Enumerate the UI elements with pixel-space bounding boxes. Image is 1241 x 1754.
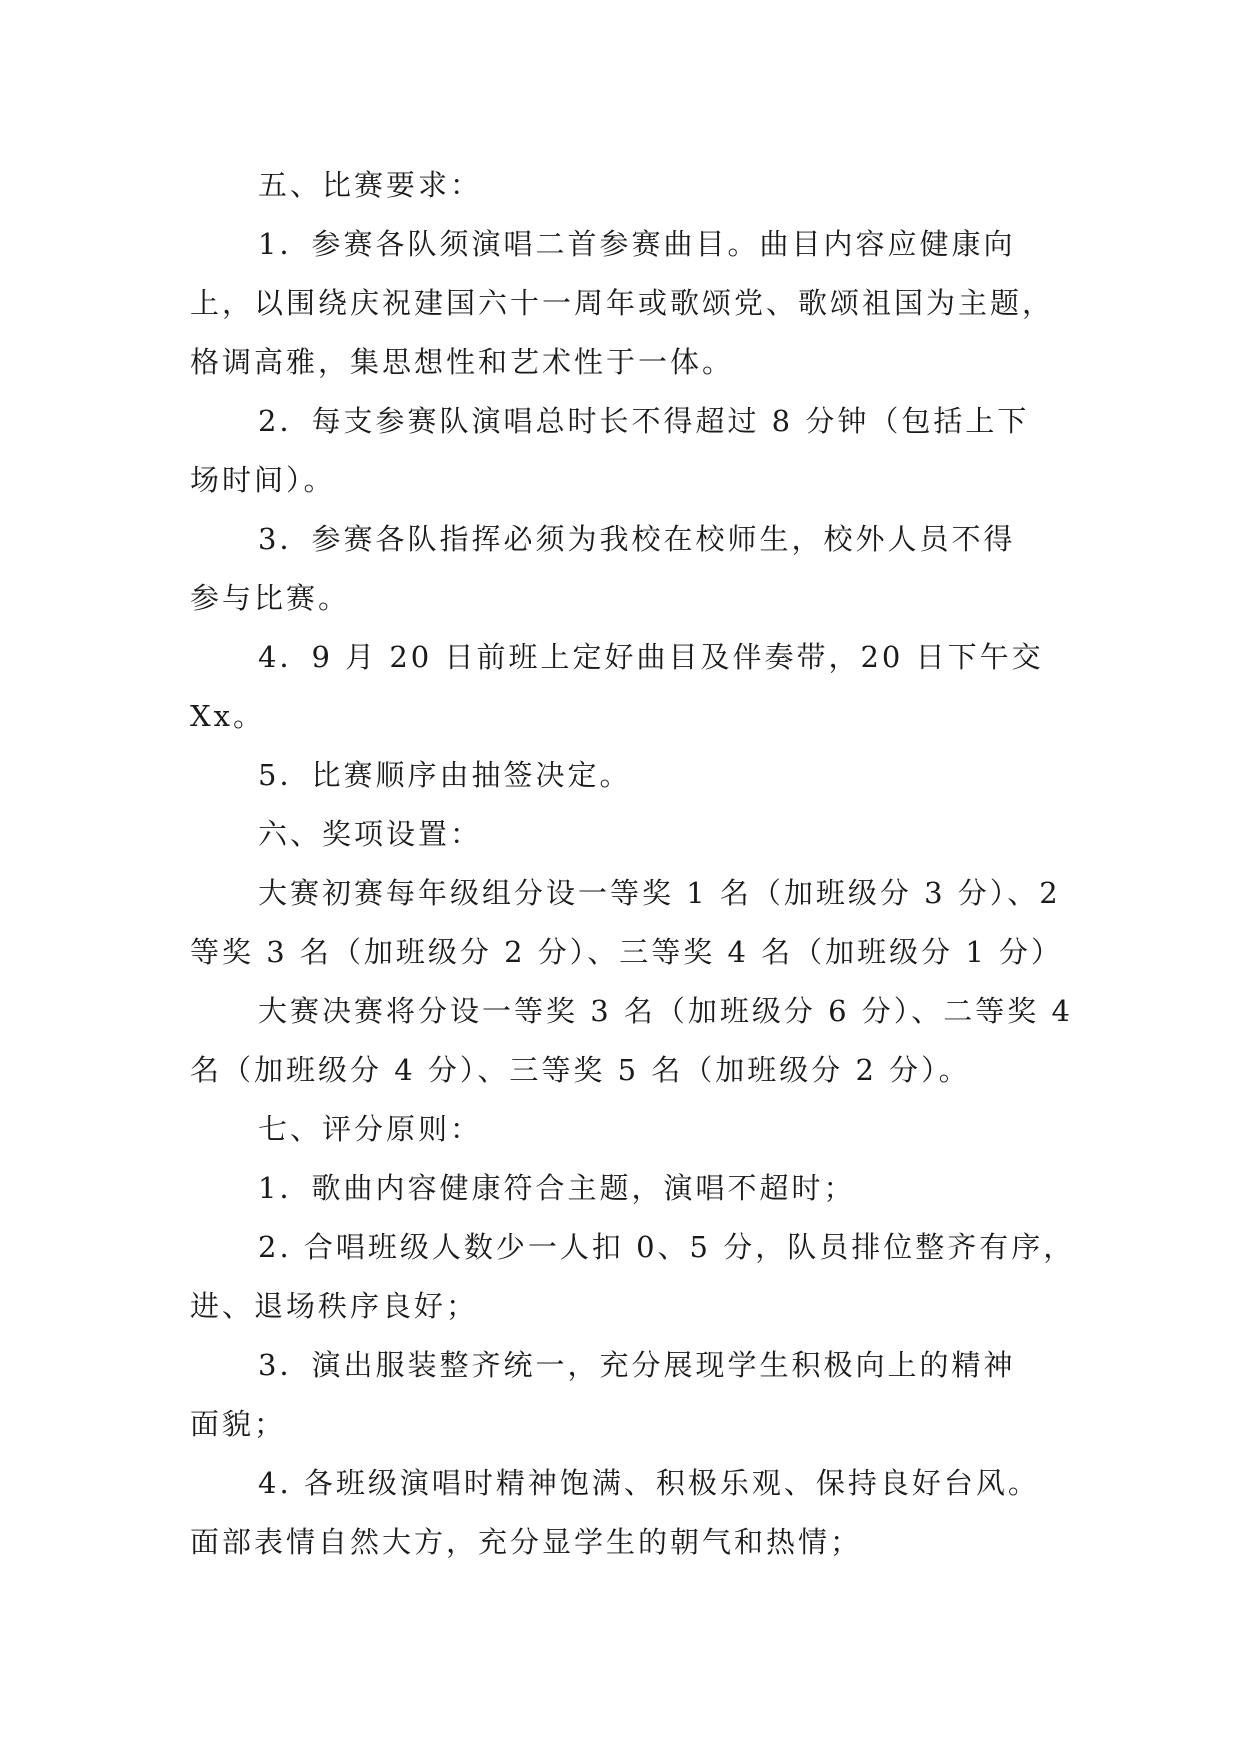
paragraph-line: 3．演出服装整齐统一，充分展现学生积极向上的精神 (258, 1348, 1016, 1382)
paragraph-line: 名（加班级分 4 分）、三等奖 5 名（加班级分 2 分）。 (190, 1053, 971, 1087)
paragraph-line: 等奖 3 名（加班级分 2 分）、三等奖 4 名（加班级分 1 分） (190, 935, 1064, 969)
paragraph-line: 格调高雅，集思想性和艺术性于一体。 (190, 345, 735, 379)
paragraph-line: 大赛初赛每年级组分设一等奖 1 名（加班级分 3 分）、2 (258, 876, 1061, 910)
section-heading-scoring: 七、评分原则： (258, 1112, 483, 1146)
paragraph-line: 大赛决赛将分设一等奖 3 名（加班级分 6 分）、二等奖 4 (258, 994, 1073, 1028)
paragraph-line: 进、退场秩序良好； (190, 1289, 479, 1323)
paragraph-line: 4．9 月 20 日前班上定好曲目及伴奏带，20 日下午交 (258, 640, 1044, 674)
paragraph-line: 5．比赛顺序由抽签决定。 (258, 758, 632, 792)
paragraph-line: 1．歌曲内容健康符合主题，演唱不超时； (258, 1171, 856, 1205)
paragraph-line: 面貌； (190, 1407, 287, 1441)
paragraph-line: 4. 各班级演唱时精神饱满、积极乐观、保持良好台风。 (258, 1466, 1040, 1500)
paragraph-line: 1．参赛各队须演唱二首参赛曲目。曲目内容应健康向 (258, 227, 1016, 261)
paragraph-line: 3．参赛各队指挥必须为我校在校师生，校外人员不得 (258, 522, 1016, 556)
section-heading-requirements: 五、比赛要求： (258, 168, 483, 202)
paragraph-line: Xx。 (190, 699, 266, 733)
paragraph-line: 上，以围绕庆祝建国六十一周年或歌颂党、歌颂祖国为主题， (190, 286, 1055, 320)
section-heading-awards: 六、奖项设置： (258, 817, 483, 851)
paragraph-line: 2．每支参赛队演唱总时长不得超过 8 分钟（包括上下 (258, 404, 1030, 438)
paragraph-line: 场时间）。 (190, 463, 336, 497)
paragraph-line: 面部表情自然大方，充分显学生的朝气和热情； (190, 1525, 863, 1559)
paragraph-line: 参与比赛。 (190, 581, 351, 615)
paragraph-line: 2. 合唱班级人数少一人扣 0、5 分，队员排位整齐有序， (258, 1230, 1076, 1264)
